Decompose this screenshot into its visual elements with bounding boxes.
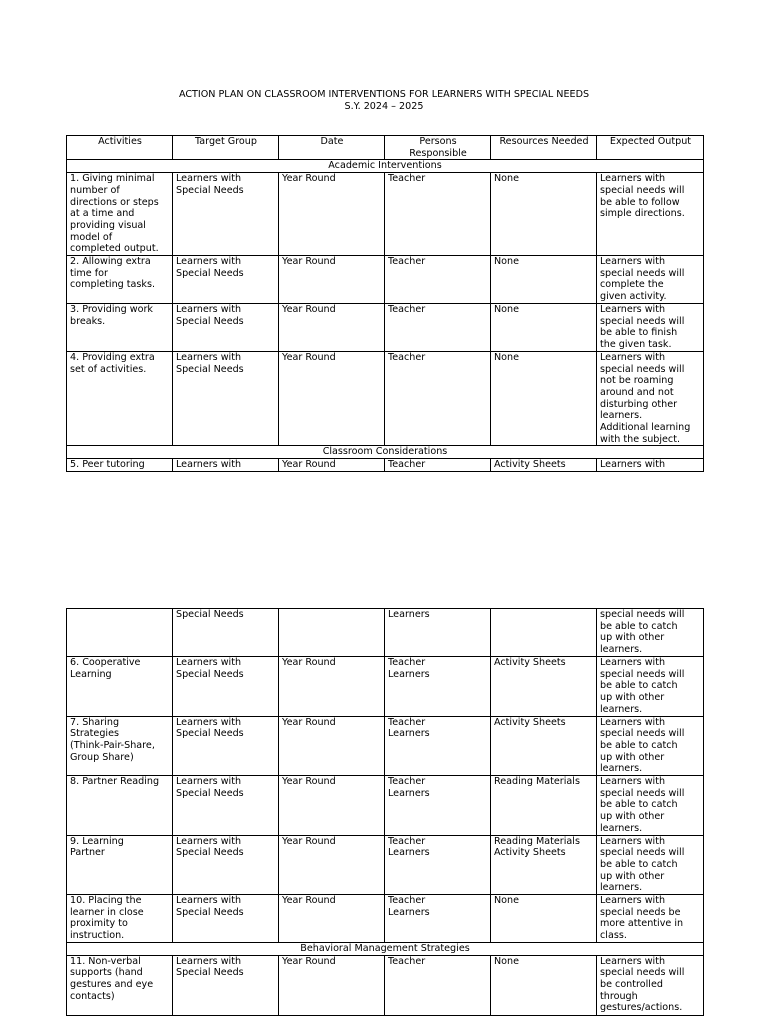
cell-activity: 7. Sharing Strategies (Think-Pair-Share, Group Share) — [67, 716, 173, 776]
table-row — [67, 304, 704, 352]
column-header-target-group: Target Group — [173, 136, 279, 160]
cell-date: Year Round — [279, 716, 385, 776]
cell-expected-output: Learners with — [597, 459, 704, 472]
cell-resources-needed: None — [491, 895, 597, 943]
cell-activity: 8. Partner Reading — [67, 776, 173, 836]
cell-persons-responsible: Learners — [385, 609, 491, 657]
cell-activity: 4. Providing extra set of activities. — [67, 351, 173, 446]
cell-date — [279, 609, 385, 657]
section-row — [67, 446, 704, 459]
cell-activity: 10. Placing the learner in close proximity to instruction. — [67, 895, 173, 943]
table-row — [67, 716, 704, 776]
cell-expected-output: Learners with special needs be more attentive in class. — [597, 895, 704, 943]
cell-resources-needed: None — [491, 304, 597, 352]
cell-target-group: Learners with Special Needs — [173, 955, 279, 1015]
action-plan-table-part2 — [66, 608, 704, 1016]
cell-expected-output: Learners with special needs will be able to catch up with other learners. — [597, 657, 704, 717]
cell-activity: 11. Non-verbal supports (hand gestures and eye contacts) — [67, 955, 173, 1015]
cell-persons-responsible: Teacher — [385, 173, 491, 256]
cell-date: Year Round — [279, 895, 385, 943]
cell-resources-needed: Reading Materials — [491, 776, 597, 836]
cell-date: Year Round — [279, 776, 385, 836]
cell-target-group: Learners with Special Needs — [173, 351, 279, 446]
cell-resources-needed: None — [491, 173, 597, 256]
school-year: S.Y. 2024 – 2025 — [344, 100, 424, 112]
cell-expected-output: Learners with special needs will be able to finish the given task. — [597, 304, 704, 352]
cell-resources-needed: None — [491, 955, 597, 1015]
cell-target-group: Learners with Special Needs — [173, 256, 279, 304]
cell-resources-needed: Activity Sheets — [491, 657, 597, 717]
cell-date: Year Round — [279, 657, 385, 717]
column-header-resources-needed: Resources Needed — [491, 136, 597, 160]
cell-expected-output: Learners with special needs will be controlled through gestures/actions. — [597, 955, 704, 1015]
table-row — [67, 459, 704, 472]
column-header-persons-responsible: Persons Responsible — [385, 136, 491, 160]
table-row — [67, 835, 704, 895]
cell-date: Year Round — [279, 459, 385, 472]
cell-expected-output: Learners with special needs will be able to catch up with other learners. — [597, 716, 704, 776]
cell-target-group: Learners with Special Needs — [173, 657, 279, 717]
cell-target-group: Learners with Special Needs — [173, 895, 279, 943]
cell-resources-needed — [491, 609, 597, 657]
cell-resources-needed: Reading Materials Activity Sheets — [491, 835, 597, 895]
cell-expected-output: Learners with special needs will be able to catch up with other learners. — [597, 776, 704, 836]
column-header-expected-output: Expected Output — [597, 136, 704, 160]
cell-activity: 6. Cooperative Learning — [67, 657, 173, 717]
table-row — [67, 256, 704, 304]
cell-target-group: Learners with Special Needs — [173, 304, 279, 352]
cell-activity: 3. Providing work breaks. — [67, 304, 173, 352]
document-title: ACTION PLAN ON CLASSROOM INTERVENTIONS FOR LEARNERS WITH SPECIAL NEEDS — [178, 89, 590, 100]
cell-target-group: Learners with Special Needs — [173, 716, 279, 776]
table-row — [67, 351, 704, 446]
section-row — [67, 942, 704, 955]
section-label: Academic Interventions — [67, 160, 704, 173]
cell-date: Year Round — [279, 955, 385, 1015]
cell-persons-responsible: Teacher Learners — [385, 716, 491, 776]
table-row — [67, 895, 704, 943]
cell-target-group: Learners with — [173, 459, 279, 472]
action-plan-table-part1 — [66, 135, 704, 472]
cell-activity: 2. Allowing extra time for completing tasks. — [67, 256, 173, 304]
column-header-activity: Activities — [67, 136, 173, 160]
cell-resources-needed: Activity Sheets — [491, 459, 597, 472]
cell-persons-responsible: Teacher — [385, 304, 491, 352]
cell-persons-responsible: Teacher Learners — [385, 776, 491, 836]
document-header — [0, 89, 768, 112]
cell-activity: 1. Giving minimal number of directions or steps at a time and providing visual model of completed output. — [67, 173, 173, 256]
cell-expected-output: Learners with special needs will complete the given activity. — [597, 256, 704, 304]
cell-expected-output: special needs will be able to catch up with other learners. — [597, 609, 704, 657]
section-label: Classroom Considerations — [67, 446, 704, 459]
cell-resources-needed: None — [491, 351, 597, 446]
cell-persons-responsible: Teacher Learners — [385, 835, 491, 895]
table-row — [67, 657, 704, 717]
cell-date: Year Round — [279, 173, 385, 256]
cell-target-group: Learners with Special Needs — [173, 776, 279, 836]
cell-date: Year Round — [279, 835, 385, 895]
table-row — [67, 173, 704, 256]
cell-persons-responsible: Teacher — [385, 256, 491, 304]
cell-target-group: Special Needs — [173, 609, 279, 657]
cell-persons-responsible: Teacher — [385, 351, 491, 446]
cell-target-group: Learners with Special Needs — [173, 173, 279, 256]
cell-date: Year Round — [279, 351, 385, 446]
cell-activity — [67, 609, 173, 657]
cell-expected-output: Learners with special needs will be able to follow simple directions. — [597, 173, 704, 256]
section-row — [67, 160, 704, 173]
cell-resources-needed: None — [491, 256, 597, 304]
cell-date: Year Round — [279, 256, 385, 304]
table-row — [67, 776, 704, 836]
table-header-row — [67, 136, 704, 160]
cell-target-group: Learners with Special Needs — [173, 835, 279, 895]
table-row — [67, 609, 704, 657]
column-header-date: Date — [279, 136, 385, 160]
cell-persons-responsible: Teacher Learners — [385, 657, 491, 717]
table-row — [67, 955, 704, 1015]
cell-persons-responsible: Teacher — [385, 459, 491, 472]
cell-persons-responsible: Teacher — [385, 955, 491, 1015]
section-label: Behavioral Management Strategies — [67, 942, 704, 955]
cell-activity: 5. Peer tutoring — [67, 459, 173, 472]
cell-expected-output: Learners with special needs will not be roaming around and not disturbing other learners. Additional learning with the subject. — [597, 351, 704, 446]
cell-persons-responsible: Teacher Learners — [385, 895, 491, 943]
cell-expected-output: Learners with special needs will be able to catch up with other learners. — [597, 835, 704, 895]
cell-date: Year Round — [279, 304, 385, 352]
cell-activity: 9. Learning Partner — [67, 835, 173, 895]
cell-resources-needed: Activity Sheets — [491, 716, 597, 776]
